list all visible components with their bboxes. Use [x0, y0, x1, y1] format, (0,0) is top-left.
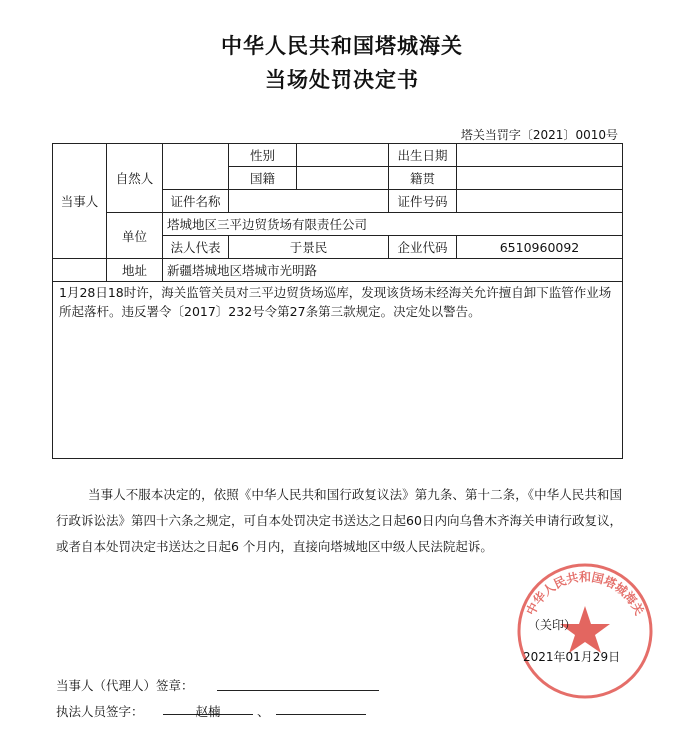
legal-rep-label: 法人代表 [163, 236, 229, 259]
party-signature-label: 当事人（代理人）签章： [56, 678, 194, 693]
gender-label: 性别 [229, 144, 297, 167]
address-value: 新疆塔城地区塔城市光明路 [163, 259, 623, 282]
nationality-value [297, 167, 389, 190]
enterprise-code-value: 6510960092 [457, 236, 623, 259]
birth-date-label: 出生日期 [389, 144, 457, 167]
decision-date: 2021年01月29日 [523, 650, 621, 664]
party-signature-line [217, 674, 379, 691]
party-label: 当事人 [53, 144, 107, 259]
appeal-notice: 当事人不服本决定的，依照《中华人民共和国行政复议法》第九条、第十二条，《中华人民共和国行政诉讼法》第四十六条之规定，可自本处罚决定书送达之日起60日内向乌鲁木齐海关申请行政复议，或者自本处罚决定书送达之日起6 个月内，直接向塔城地区中级人民法院起诉。 [56, 487, 622, 554]
id-number-label: 证件号码 [389, 190, 457, 213]
entity-label: 单位 [107, 213, 163, 259]
natural-person-label: 自然人 [107, 144, 163, 213]
officer-signature-label: 执法人员签字： [56, 704, 144, 719]
legal-rep-value: 于景民 [229, 236, 389, 259]
entity-name: 塔城地区三平边贸货场有限责任公司 [163, 213, 623, 236]
officer-signature-line-2 [276, 698, 366, 715]
document-number: 塔关当罚字〔2021〕0010号 [460, 128, 618, 142]
id-name-value [229, 190, 389, 213]
document-title: 中华人民共和国塔城海关 [221, 34, 463, 58]
officer-separator: 、 [257, 704, 270, 719]
native-place-value [457, 167, 623, 190]
address-blank [53, 259, 107, 282]
natural-person-blank [163, 144, 229, 190]
enterprise-code-label: 企业代码 [389, 236, 457, 259]
birth-date-value [457, 144, 623, 167]
seal-text: 中华人民共和国塔城海关 [523, 569, 647, 618]
officer-name: 赵楠 [195, 704, 221, 719]
nationality-label: 国籍 [229, 167, 297, 190]
document-subtitle: 当场处罚决定书 [265, 68, 419, 92]
native-place-label: 籍贯 [389, 167, 457, 190]
id-number-value [457, 190, 623, 213]
seal-label: （关印） [528, 618, 577, 632]
party-info-table [52, 143, 623, 459]
id-name-label: 证件名称 [163, 190, 229, 213]
address-label: 地址 [107, 259, 163, 282]
violation-facts: 1月28日18时许，海关监管关员对三平边贸货场巡库，发现该货场未经海关允许擅自卸下监管作业场所起落杆。违反署令〔2017〕232号令第27条第三款规定。决定处以警告。 [53, 282, 623, 459]
gender-value [297, 144, 389, 167]
